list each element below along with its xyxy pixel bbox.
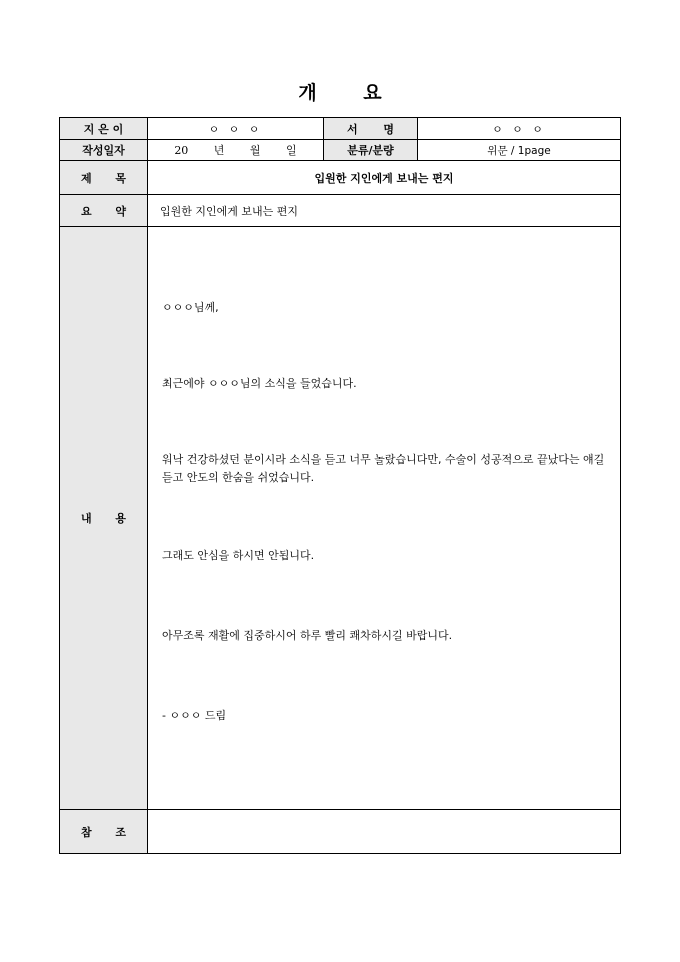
content-label: 내 용 (60, 227, 148, 810)
letter-closing: - ㅇㅇㅇ 드림 (162, 709, 227, 722)
category-value: 위문 / 1page (418, 140, 621, 161)
signature-value: ㅇ ㅇ ㅇ (418, 118, 621, 140)
letter-paragraph-3: 그래도 안심을 하시면 안됩니다. (162, 549, 315, 562)
summary-value: 입원한 지인에게 보내는 편지 (148, 195, 621, 227)
subject-value: 입원한 지인에게 보내는 편지 (148, 161, 621, 195)
form-row-author (60, 118, 621, 140)
category-label: 분류/분량 (324, 140, 418, 161)
letter-paragraph-1: 최근에야 ㅇㅇㅇ님의 소식을 들었습니다. (162, 377, 357, 390)
date-label: 작성일자 (60, 140, 148, 161)
date-value: 20 년 월 일 (148, 140, 324, 161)
signature-label: 서 명 (324, 118, 418, 140)
form-row-subject (60, 161, 621, 195)
subject-label: 제 목 (60, 161, 148, 195)
content-body (148, 227, 621, 810)
letter-paragraph-4: 아무조록 재활에 집중하시어 하루 빨리 쾌차하시길 바랍니다. (162, 629, 453, 642)
summary-label: 요 약 (60, 195, 148, 227)
reference-label: 참 조 (60, 810, 148, 854)
form-row-reference (60, 810, 621, 854)
form-row-content (60, 227, 621, 810)
form-row-summary (60, 195, 621, 227)
reference-value (148, 810, 621, 854)
form-row-date (60, 140, 621, 161)
author-value: ㅇ ㅇ ㅇ (148, 118, 324, 140)
author-label: 지 은 이 (60, 118, 148, 140)
letter-greeting: ㅇㅇㅇ님께, (162, 301, 219, 314)
overview-form-table (59, 117, 621, 854)
page-title-text: 개 요 (298, 82, 382, 104)
page-title (0, 78, 680, 105)
letter-paragraph-2: 워낙 건강하셨던 분이시라 소식을 듣고 너무 놀랐습니다만, 수술이 성공적으로 끝났다는 얘길 듣고 안도의 한숨을 쉬었습니다. (162, 453, 605, 484)
